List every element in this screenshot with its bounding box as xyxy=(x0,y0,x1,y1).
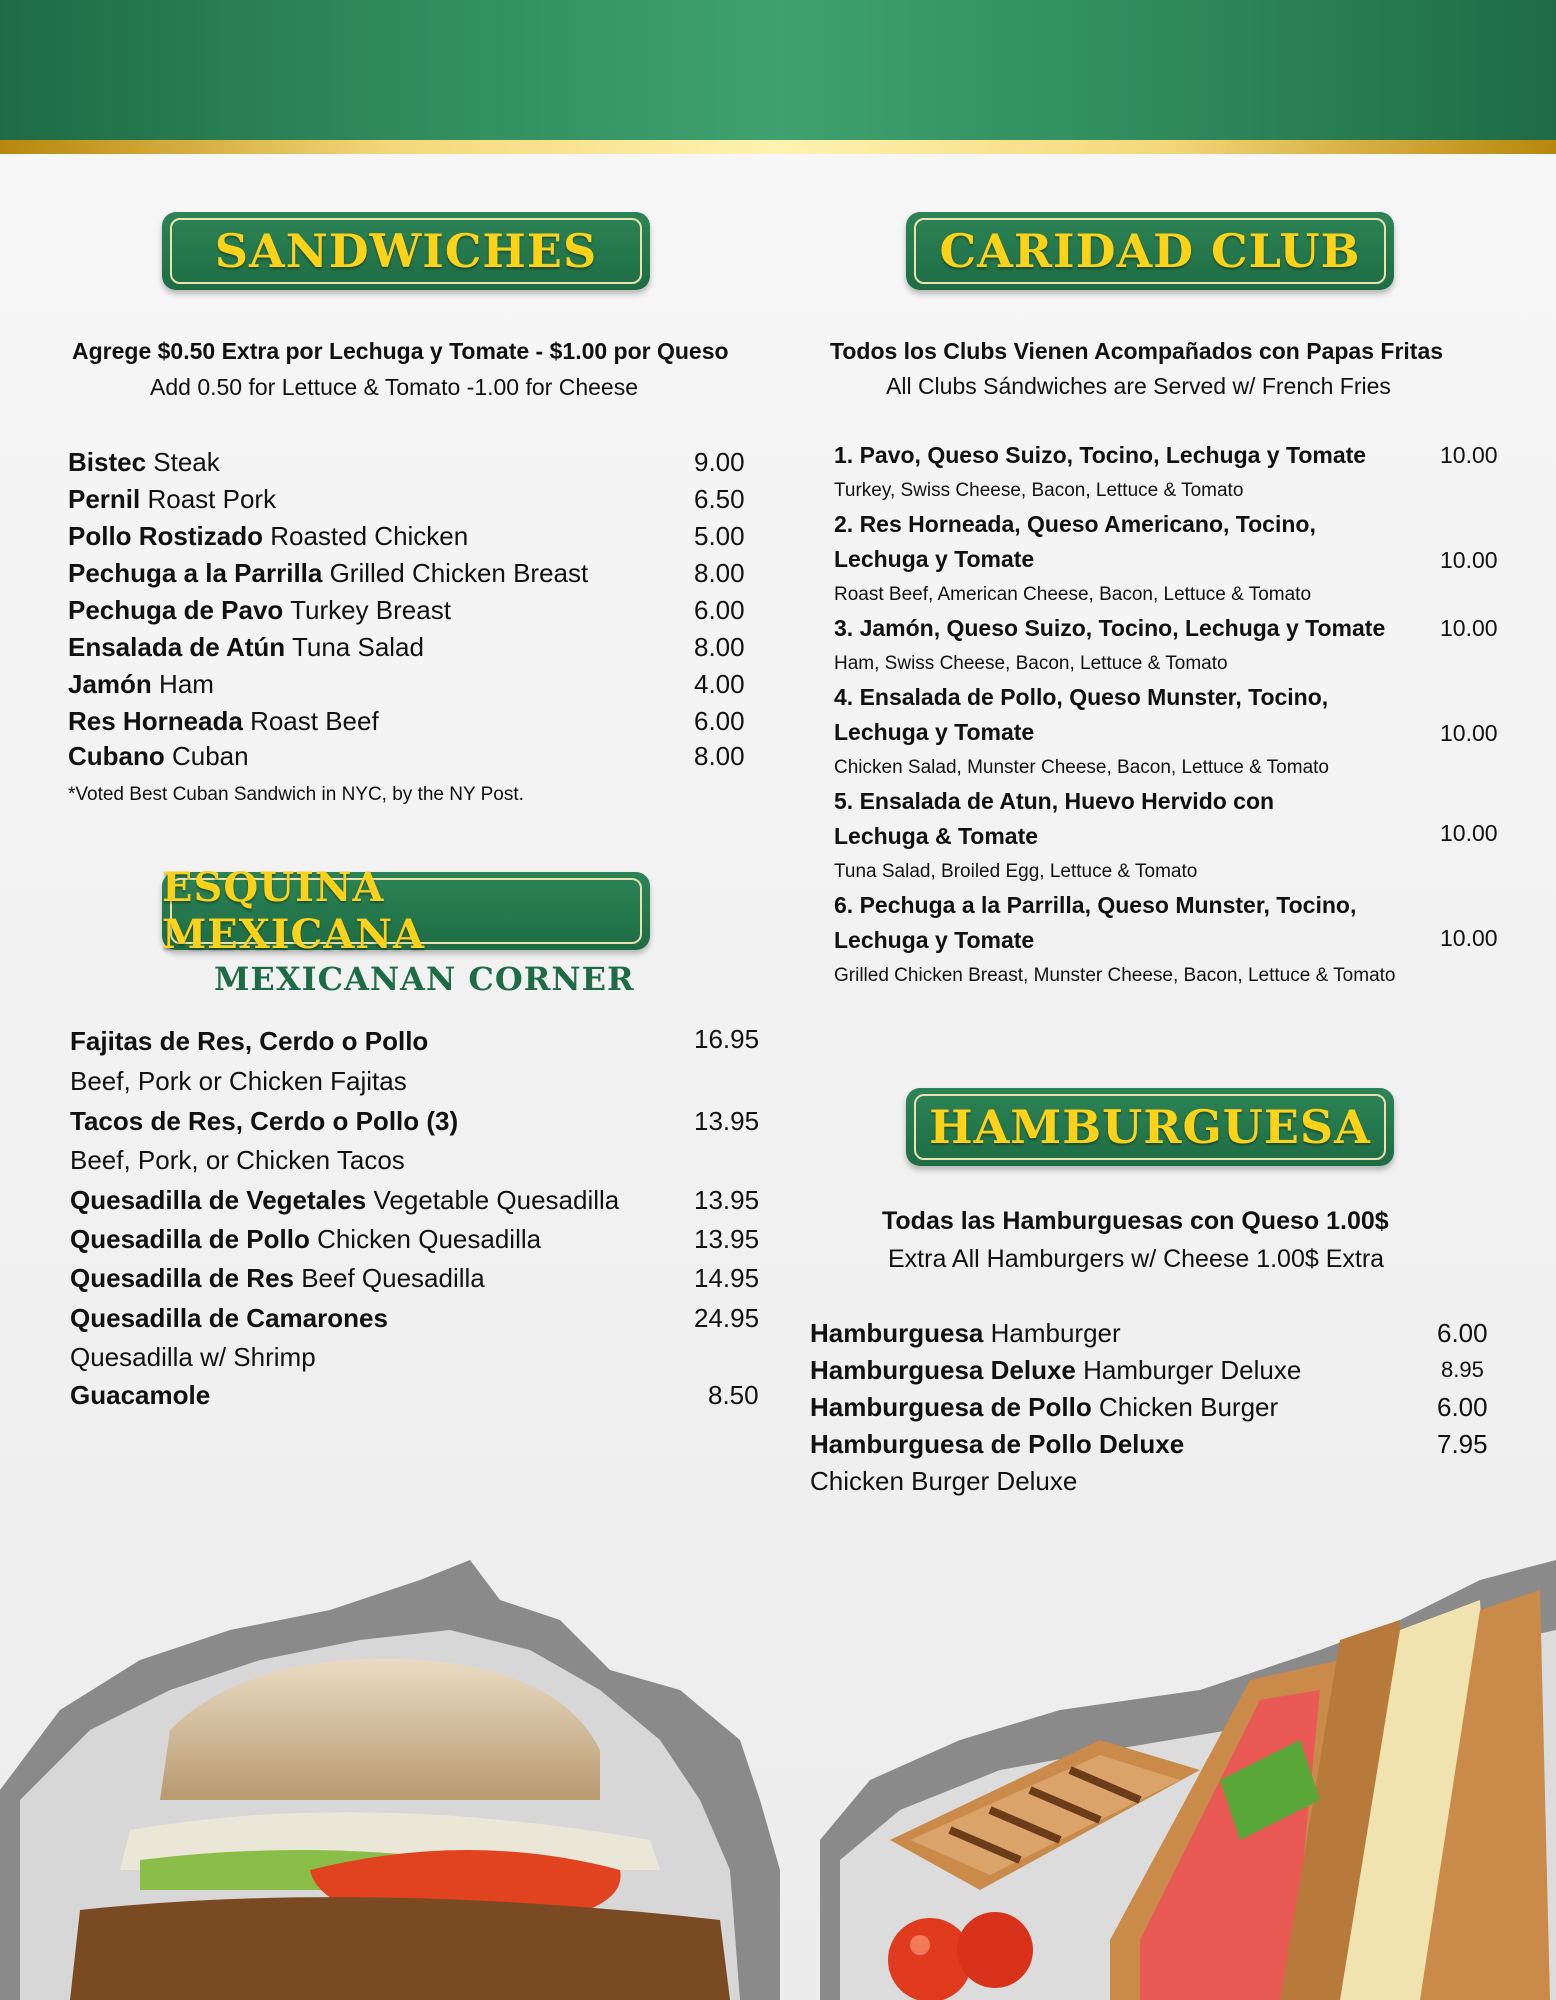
item-price: 8.00 xyxy=(694,558,745,588)
list-item: Pechuga a la Parrilla Grilled Chicken Breast xyxy=(68,558,589,588)
club-item-title: 6. Pechuga a la Parrilla, Queso Munster, Tocino, xyxy=(834,892,1357,918)
list-item: Tacos de Res, Cerdo o Pollo (3) xyxy=(70,1106,459,1136)
list-item: Hamburguesa Hamburger xyxy=(810,1318,1121,1348)
list-item: Fajitas de Res, Cerdo o Pollo xyxy=(70,1026,429,1056)
list-item: Hamburguesa Deluxe Hamburger Deluxe xyxy=(810,1355,1302,1385)
club-item-title: 4. Ensalada de Pollo, Queso Munster, Tocino, xyxy=(834,684,1329,710)
item-price: 10.00 xyxy=(1440,442,1498,468)
list-item: Quesadilla de Camarones xyxy=(70,1303,388,1333)
club-item-desc: Turkey, Swiss Cheese, Bacon, Lettuce & Tomato xyxy=(834,480,1244,501)
list-item: Quesadilla de Pollo Chicken Quesadilla xyxy=(70,1224,542,1254)
list-item-sub: Chicken Burger Deluxe xyxy=(810,1466,1078,1496)
item-price: 8.50 xyxy=(708,1380,759,1410)
club-item-title-2: Lechuga y Tomate xyxy=(834,546,1035,572)
club-title: CARIDAD CLUB xyxy=(939,224,1361,278)
item-price: 10.00 xyxy=(1440,615,1498,641)
item-price: 9.00 xyxy=(694,447,745,477)
hamburguesa-note-en: Extra All Hamburgers w/ Cheese 1.00$ Extra xyxy=(888,1245,1385,1273)
list-item: Cubano Cuban xyxy=(68,741,249,771)
mexicana-banner xyxy=(162,864,650,958)
sandwiches-banner xyxy=(162,212,650,290)
list-item: Pernil Roast Pork xyxy=(68,484,277,514)
item-price: 6.00 xyxy=(694,706,745,736)
header-bar xyxy=(0,0,1556,140)
item-price: 8.00 xyxy=(694,741,745,771)
sandwiches-note-en: Add 0.50 for Lettuce & Tomato -1.00 for Cheese xyxy=(150,374,638,400)
hamburguesa-title: HAMBURGUESA xyxy=(929,1100,1371,1154)
item-price: 10.00 xyxy=(1440,547,1498,573)
club-item-title-2: Lechuga y Tomate xyxy=(834,927,1035,953)
item-price: 8.00 xyxy=(694,632,745,662)
club-item-title: 2. Res Horneada, Queso Americano, Tocino, xyxy=(834,511,1316,537)
club-item-desc: Roast Beef, American Cheese, Bacon, Lettuce & Tomato xyxy=(834,584,1312,605)
item-price: 6.00 xyxy=(694,595,745,625)
list-item: Pechuga de Pavo Turkey Breast xyxy=(68,595,451,625)
club-sandwich-photo xyxy=(780,1540,1556,2000)
item-price: 16.95 xyxy=(694,1024,760,1054)
item-price: 10.00 xyxy=(1440,820,1498,846)
club-item-title-2: Lechuga & Tomate xyxy=(834,823,1039,849)
mexicana-subtitle: MEXICANAN CORNER xyxy=(214,960,635,998)
item-price: 5.00 xyxy=(694,521,745,551)
list-item: Res Horneada Roast Beef xyxy=(68,706,379,736)
list-item-sub: Beef, Pork, or Chicken Tacos xyxy=(70,1145,405,1175)
list-item: Guacamole xyxy=(70,1380,211,1410)
club-note-es: Todos los Clubs Vienen Acompañados con Papas Fritas xyxy=(830,338,1444,364)
item-price: 10.00 xyxy=(1440,925,1498,951)
list-item: Bistec Steak xyxy=(68,447,220,477)
list-item-sub: Beef, Pork or Chicken Fajitas xyxy=(70,1066,407,1096)
club-banner xyxy=(906,212,1394,290)
club-note-en: All Clubs Sándwiches are Served w/ French Fries xyxy=(886,373,1391,399)
list-item-sub: Quesadilla w/ Shrimp xyxy=(70,1342,316,1372)
sandwiches-note-es: Agrege $0.50 Extra por Lechuga y Tomate - $1.00 por Queso xyxy=(72,338,729,364)
item-price: 13.95 xyxy=(694,1185,760,1215)
club-item-desc: Tuna Salad, Broiled Egg, Lettuce & Tomato xyxy=(834,861,1198,882)
list-item: Pollo Rostizado Roasted Chicken xyxy=(68,521,469,551)
item-price: 13.95 xyxy=(694,1106,760,1136)
item-price: 13.95 xyxy=(694,1224,760,1254)
club-item-desc: Chicken Salad, Munster Cheese, Bacon, Lettuce & Tomato xyxy=(834,757,1329,778)
item-price: 14.95 xyxy=(694,1263,760,1293)
item-price: 8.95 xyxy=(1441,1357,1484,1382)
mexicana-title: ESQUINA MEXICANA xyxy=(162,864,425,958)
hamburguesa-note-es: Todas las Hamburguesas con Queso 1.00$ xyxy=(882,1207,1389,1235)
club-item-desc: Ham, Swiss Cheese, Bacon, Lettuce & Tomato xyxy=(834,653,1228,674)
list-item: Jamón Ham xyxy=(68,669,214,699)
burger-photo xyxy=(0,1540,780,2000)
item-price: 4.00 xyxy=(694,669,745,699)
item-price: 10.00 xyxy=(1440,720,1498,746)
list-item: Ensalada de Atún Tuna Salad xyxy=(68,632,424,662)
hamburguesa-banner xyxy=(906,1088,1394,1166)
list-item: Quesadilla de Vegetales Vegetable Quesadilla xyxy=(70,1185,620,1215)
club-item-title: 5. Ensalada de Atun, Huevo Hervido con xyxy=(834,788,1275,814)
club-item-desc: Grilled Chicken Breast, Munster Cheese, Bacon, Lettuce & Tomato xyxy=(834,965,1396,986)
club-item-title: 1. Pavo, Queso Suizo, Tocino, Lechuga y Tomate xyxy=(834,442,1367,468)
item-price: 7.95 xyxy=(1437,1429,1488,1459)
item-price: 6.50 xyxy=(694,484,745,514)
item-price: 24.95 xyxy=(694,1303,760,1333)
list-item: Hamburguesa de Pollo Deluxe xyxy=(810,1429,1185,1459)
item-price: 6.00 xyxy=(1437,1392,1488,1422)
list-item: Quesadilla de Res Beef Quesadilla xyxy=(70,1263,485,1293)
list-item: Hamburguesa de Pollo Chicken Burger xyxy=(810,1392,1279,1422)
gold-divider xyxy=(0,140,1556,154)
sandwiches-footnote: *Voted Best Cuban Sandwich in NYC, by the NY Post. xyxy=(68,784,524,805)
club-item-title: 3. Jamón, Queso Suizo, Tocino, Lechuga y Tomate xyxy=(834,615,1386,641)
sandwiches-title: SANDWICHES xyxy=(214,224,598,278)
club-item-title-2: Lechuga y Tomate xyxy=(834,719,1035,745)
item-price: 6.00 xyxy=(1437,1318,1488,1348)
